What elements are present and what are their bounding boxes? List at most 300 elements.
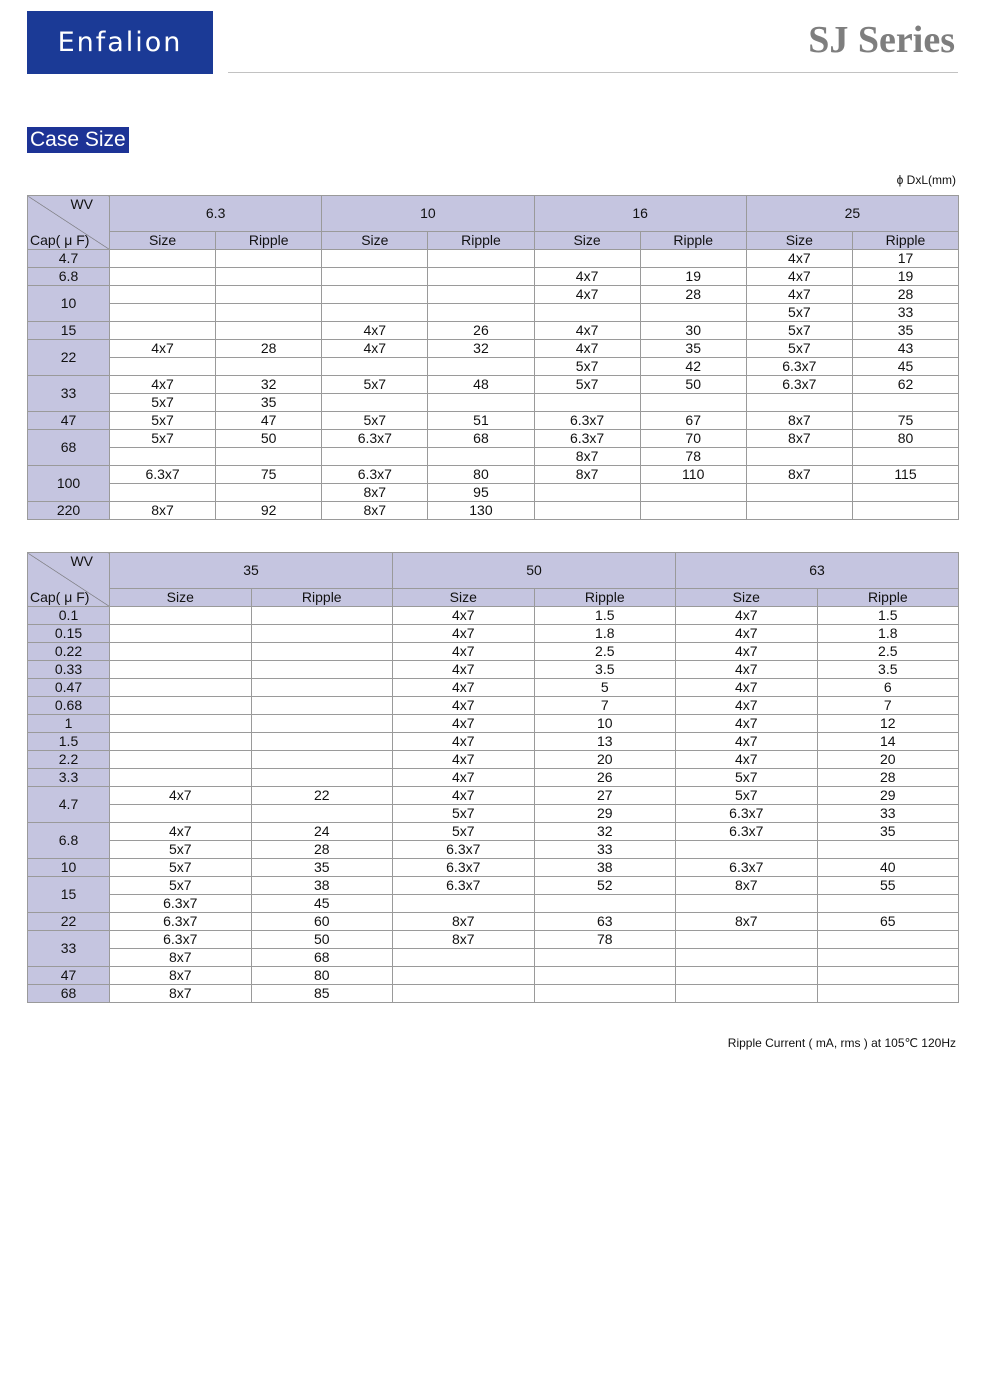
ripple-current-cell: 1.8	[817, 625, 959, 643]
table-row	[28, 715, 959, 733]
case-size-cell: 4x7	[676, 733, 818, 751]
case-size-cell: 6.3x7	[393, 877, 535, 895]
ripple-current-cell: 28	[216, 340, 322, 358]
ripple-current-cell: 20	[817, 751, 959, 769]
ripple-current-cell: 115	[852, 466, 958, 484]
ripple-current-cell	[216, 484, 322, 502]
table-row	[28, 466, 959, 484]
ripple-current-cell: 1.5	[817, 607, 959, 625]
size-ripple-header-row	[28, 589, 959, 607]
ripple-current-cell: 12	[817, 715, 959, 733]
ripple-current-cell	[251, 661, 393, 679]
case-size-cell: 4x7	[393, 787, 535, 805]
case-size-cell: 6.3x7	[110, 931, 252, 949]
ripple-current-cell: 51	[428, 412, 534, 430]
case-size-cell	[676, 949, 818, 967]
ripple-current-cell	[817, 931, 959, 949]
ripple-current-cell: 68	[251, 949, 393, 967]
case-size-cell	[534, 304, 640, 322]
case-size-cell	[110, 322, 216, 340]
ripple-current-cell: 67	[640, 412, 746, 430]
case-size-cell	[534, 502, 640, 520]
table-row	[28, 250, 959, 268]
ripple-current-cell: 75	[852, 412, 958, 430]
unit-note: ϕ DxL(mm)	[896, 173, 956, 187]
case-size-cell: 5x7	[110, 841, 252, 859]
table-row	[28, 661, 959, 679]
ripple-current-cell: 38	[251, 877, 393, 895]
table-row	[28, 877, 959, 895]
capacitance-cell: 47	[28, 412, 110, 430]
case-size-cell: 4x7	[110, 823, 252, 841]
case-size-cell: 4x7	[110, 340, 216, 358]
case-size-cell: 5x7	[110, 877, 252, 895]
case-size-cell	[110, 358, 216, 376]
ripple-current-cell: 1.5	[534, 607, 676, 625]
case-size-cell	[322, 448, 428, 466]
case-size-cell: 8x7	[110, 949, 252, 967]
ripple-current-cell: 55	[817, 877, 959, 895]
ripple-current-cell	[428, 250, 534, 268]
ripple-current-cell	[251, 751, 393, 769]
brand-name: Enfalion	[57, 27, 183, 58]
ripple-current-cell	[216, 304, 322, 322]
case-size-cell: 6.3x7	[534, 430, 640, 448]
case-size-cell	[534, 250, 640, 268]
case-size-cell	[110, 607, 252, 625]
case-size-cell: 4x7	[676, 661, 818, 679]
ripple-current-cell	[817, 985, 959, 1003]
case-size-cell: 5x7	[676, 769, 818, 787]
series-title: SJ Series	[808, 19, 955, 61]
ripple-current-cell: 42	[640, 358, 746, 376]
ripple-current-cell: 80	[852, 430, 958, 448]
wv-cap-corner-cell	[28, 553, 110, 607]
case-size-cell: 4x7	[676, 679, 818, 697]
capacitance-cell: 2.2	[28, 751, 110, 769]
ripple-current-cell	[216, 448, 322, 466]
table-row	[28, 643, 959, 661]
table-row	[28, 304, 959, 322]
case-size-cell: 4x7	[746, 250, 852, 268]
table-row	[28, 697, 959, 715]
case-size-cell: 4x7	[393, 607, 535, 625]
case-size-cell: 4x7	[322, 340, 428, 358]
ripple-current-cell: 33	[852, 304, 958, 322]
wv-label: WV	[70, 196, 93, 212]
ripple-current-cell	[428, 268, 534, 286]
ripple-current-cell: 20	[534, 751, 676, 769]
case-size-cell	[110, 697, 252, 715]
ripple-current-cell: 1.8	[534, 625, 676, 643]
case-size-cell: 8x7	[534, 448, 640, 466]
case-size-cell	[322, 268, 428, 286]
case-size-cell: 4x7	[676, 697, 818, 715]
ripple-column-header: Ripple	[817, 589, 959, 607]
ripple-current-cell	[428, 394, 534, 412]
case-size-cell	[393, 895, 535, 913]
ripple-current-cell: 38	[534, 859, 676, 877]
table-row	[28, 607, 959, 625]
ripple-current-cell: 19	[852, 268, 958, 286]
case-size-cell: 8x7	[393, 913, 535, 931]
table-row	[28, 805, 959, 823]
ripple-current-cell: 95	[428, 484, 534, 502]
ripple-current-cell	[251, 733, 393, 751]
ripple-current-cell	[852, 448, 958, 466]
ripple-current-cell	[640, 484, 746, 502]
capacitance-cell: 0.15	[28, 625, 110, 643]
ripple-current-cell: 68	[428, 430, 534, 448]
ripple-current-cell: 43	[852, 340, 958, 358]
case-size-cell	[393, 949, 535, 967]
case-size-cell	[676, 895, 818, 913]
case-size-cell: 6.3x7	[110, 895, 252, 913]
ripple-current-cell	[251, 697, 393, 715]
ripple-column-header: Ripple	[251, 589, 393, 607]
ripple-current-cell: 3.5	[534, 661, 676, 679]
table-row	[28, 322, 959, 340]
case-size-cell	[393, 985, 535, 1003]
capacitance-cell: 0.33	[28, 661, 110, 679]
ripple-column-header: Ripple	[852, 232, 958, 250]
case-size-cell: 5x7	[746, 304, 852, 322]
case-size-cell: 4x7	[393, 697, 535, 715]
case-size-cell: 4x7	[110, 787, 252, 805]
ripple-current-cell: 35	[852, 322, 958, 340]
voltage-header: 50	[393, 553, 676, 589]
table-row	[28, 967, 959, 985]
table-row	[28, 985, 959, 1003]
case-size-cell: 8x7	[322, 484, 428, 502]
table-row	[28, 376, 959, 394]
ripple-current-cell	[817, 967, 959, 985]
ripple-current-cell	[640, 502, 746, 520]
case-size-cell: 8x7	[110, 967, 252, 985]
voltage-header-row	[28, 196, 959, 232]
case-size-cell	[110, 715, 252, 733]
ripple-current-cell: 24	[251, 823, 393, 841]
ripple-current-cell	[534, 985, 676, 1003]
ripple-current-cell: 26	[428, 322, 534, 340]
case-size-cell: 4x7	[393, 625, 535, 643]
capacitance-cell: 1.5	[28, 733, 110, 751]
case-size-cell	[110, 769, 252, 787]
case-size-cell: 6.3x7	[746, 358, 852, 376]
voltage-header-row	[28, 553, 959, 589]
ripple-current-cell: 28	[852, 286, 958, 304]
case-size-cell	[110, 643, 252, 661]
ripple-current-cell: 50	[216, 430, 322, 448]
case-size-cell: 5x7	[746, 322, 852, 340]
case-size-cell	[393, 967, 535, 985]
ripple-current-cell: 33	[817, 805, 959, 823]
voltage-header: 63	[676, 553, 959, 589]
wv-label: WV	[70, 553, 93, 569]
ripple-current-cell: 32	[428, 340, 534, 358]
capacitance-cell: 220	[28, 502, 110, 520]
case-size-cell: 5x7	[110, 412, 216, 430]
case-size-cell: 4x7	[534, 322, 640, 340]
ripple-current-cell: 80	[428, 466, 534, 484]
ripple-current-cell	[852, 394, 958, 412]
table-row	[28, 358, 959, 376]
ripple-current-cell	[251, 607, 393, 625]
ripple-current-cell: 110	[640, 466, 746, 484]
capacitance-cell: 22	[28, 340, 110, 376]
case-size-cell	[110, 250, 216, 268]
ripple-current-cell	[817, 841, 959, 859]
case-size-cell: 4x7	[676, 643, 818, 661]
capacitance-cell: 0.47	[28, 679, 110, 697]
ripple-current-cell	[640, 304, 746, 322]
ripple-current-cell	[216, 322, 322, 340]
ripple-current-cell: 28	[251, 841, 393, 859]
ripple-current-cell	[251, 769, 393, 787]
ripple-current-cell	[251, 643, 393, 661]
capacitance-cell: 68	[28, 985, 110, 1003]
case-size-cell	[110, 304, 216, 322]
ripple-current-cell: 29	[534, 805, 676, 823]
ripple-current-cell	[216, 358, 322, 376]
ripple-current-cell: 19	[640, 268, 746, 286]
ripple-current-cell: 32	[534, 823, 676, 841]
case-size-cell	[110, 805, 252, 823]
case-size-cell	[746, 448, 852, 466]
case-size-cell: 6.3x7	[322, 466, 428, 484]
case-size-cell	[322, 304, 428, 322]
case-size-cell: 5x7	[322, 412, 428, 430]
case-size-cell: 4x7	[110, 376, 216, 394]
capacitance-cell: 10	[28, 859, 110, 877]
case-size-cell: 5x7	[676, 787, 818, 805]
case-size-cell	[676, 931, 818, 949]
case-size-cell	[746, 484, 852, 502]
ripple-current-cell: 33	[534, 841, 676, 859]
table-row	[28, 823, 959, 841]
case-size-cell	[534, 394, 640, 412]
table-row	[28, 679, 959, 697]
case-size-cell: 4x7	[393, 643, 535, 661]
cap-label: Cap( μ F)	[30, 232, 90, 248]
ripple-current-cell	[216, 286, 322, 304]
table-row	[28, 787, 959, 805]
ripple-current-cell	[817, 949, 959, 967]
ripple-current-cell: 29	[817, 787, 959, 805]
ripple-current-cell: 7	[817, 697, 959, 715]
case-size-cell: 4x7	[534, 340, 640, 358]
case-size-cell: 5x7	[322, 376, 428, 394]
case-size-cell: 4x7	[746, 268, 852, 286]
ripple-current-cell: 35	[817, 823, 959, 841]
voltage-header: 10	[322, 196, 534, 232]
table-row	[28, 448, 959, 466]
case-size-cell: 5x7	[393, 823, 535, 841]
case-size-cell: 6.3x7	[393, 859, 535, 877]
ripple-current-cell: 35	[216, 394, 322, 412]
ripple-current-cell: 17	[852, 250, 958, 268]
case-size-cell: 4x7	[393, 733, 535, 751]
case-size-table-low-voltage	[27, 195, 959, 520]
case-size-cell	[322, 394, 428, 412]
case-size-cell: 6.3x7	[110, 466, 216, 484]
ripple-current-cell: 10	[534, 715, 676, 733]
case-size-cell	[746, 394, 852, 412]
size-column-header: Size	[393, 589, 535, 607]
case-size-cell	[322, 250, 428, 268]
table-row	[28, 625, 959, 643]
case-size-cell: 6.3x7	[534, 412, 640, 430]
ripple-current-footnote: Ripple Current ( mA, rms ) at 105℃ 120Hz	[727, 1036, 956, 1050]
capacitance-cell: 100	[28, 466, 110, 502]
table-row	[28, 895, 959, 913]
case-size-cell: 8x7	[110, 985, 252, 1003]
ripple-current-cell: 63	[534, 913, 676, 931]
case-size-cell: 8x7	[110, 502, 216, 520]
case-size-cell	[676, 841, 818, 859]
ripple-current-cell	[640, 394, 746, 412]
case-size-cell	[322, 286, 428, 304]
case-size-cell: 5x7	[746, 340, 852, 358]
section-title: Case Size	[27, 127, 129, 153]
case-size-cell: 6.3x7	[393, 841, 535, 859]
ripple-current-cell: 70	[640, 430, 746, 448]
ripple-current-cell	[428, 286, 534, 304]
voltage-header: 6.3	[110, 196, 322, 232]
table-row	[28, 268, 959, 286]
capacitance-cell: 4.7	[28, 787, 110, 823]
case-size-cell: 4x7	[676, 607, 818, 625]
table-row	[28, 859, 959, 877]
case-size-cell: 4x7	[393, 679, 535, 697]
size-column-header: Size	[322, 232, 428, 250]
case-size-cell: 6.3x7	[110, 913, 252, 931]
table-row	[28, 769, 959, 787]
size-ripple-header-row	[28, 232, 959, 250]
ripple-current-cell	[428, 448, 534, 466]
ripple-current-cell	[251, 805, 393, 823]
case-size-cell: 5x7	[110, 430, 216, 448]
ripple-column-header: Ripple	[216, 232, 322, 250]
ripple-current-cell: 60	[251, 913, 393, 931]
case-size-cell: 8x7	[746, 430, 852, 448]
case-size-cell: 8x7	[322, 502, 428, 520]
ripple-column-header: Ripple	[640, 232, 746, 250]
capacitance-cell: 15	[28, 877, 110, 913]
case-size-cell: 4x7	[534, 268, 640, 286]
ripple-current-cell: 50	[640, 376, 746, 394]
table-row	[28, 412, 959, 430]
capacitance-cell: 10	[28, 286, 110, 322]
ripple-column-header: Ripple	[428, 232, 534, 250]
ripple-current-cell	[216, 250, 322, 268]
case-size-cell	[110, 751, 252, 769]
case-size-cell: 8x7	[676, 877, 818, 895]
case-size-cell	[676, 985, 818, 1003]
table-row	[28, 949, 959, 967]
ripple-current-cell: 78	[640, 448, 746, 466]
case-size-cell: 5x7	[110, 394, 216, 412]
header-divider	[228, 72, 958, 73]
ripple-current-cell: 13	[534, 733, 676, 751]
ripple-current-cell	[428, 304, 534, 322]
ripple-current-cell: 6	[817, 679, 959, 697]
ripple-current-cell	[251, 625, 393, 643]
table-row	[28, 913, 959, 931]
ripple-current-cell: 14	[817, 733, 959, 751]
ripple-current-cell: 92	[216, 502, 322, 520]
ripple-current-cell: 28	[640, 286, 746, 304]
ripple-current-cell	[852, 502, 958, 520]
ripple-current-cell: 32	[216, 376, 322, 394]
capacitance-cell: 6.8	[28, 268, 110, 286]
wv-cap-corner-cell	[28, 196, 110, 250]
case-size-cell: 4x7	[676, 625, 818, 643]
case-size-cell: 5x7	[110, 859, 252, 877]
voltage-header: 25	[746, 196, 958, 232]
case-size-cell: 5x7	[534, 358, 640, 376]
ripple-current-cell: 40	[817, 859, 959, 877]
size-column-header: Size	[746, 232, 852, 250]
case-size-cell: 6.3x7	[322, 430, 428, 448]
brand-logo	[27, 11, 213, 74]
ripple-current-cell: 7	[534, 697, 676, 715]
ripple-current-cell: 62	[852, 376, 958, 394]
case-size-cell	[110, 448, 216, 466]
case-size-cell: 4x7	[676, 715, 818, 733]
table-row	[28, 394, 959, 412]
case-size-cell: 8x7	[676, 913, 818, 931]
ripple-current-cell: 3.5	[817, 661, 959, 679]
capacitance-cell: 3.3	[28, 769, 110, 787]
case-size-cell: 6.3x7	[676, 805, 818, 823]
table-row	[28, 286, 959, 304]
cap-label: Cap( μ F)	[30, 589, 90, 605]
case-size-cell: 4x7	[393, 751, 535, 769]
ripple-current-cell: 30	[640, 322, 746, 340]
case-size-cell	[110, 268, 216, 286]
case-size-cell	[110, 733, 252, 751]
case-size-cell: 8x7	[746, 412, 852, 430]
case-size-cell: 6.3x7	[746, 376, 852, 394]
ripple-current-cell: 2.5	[817, 643, 959, 661]
case-size-cell	[676, 967, 818, 985]
ripple-current-cell	[534, 895, 676, 913]
ripple-current-cell: 75	[216, 466, 322, 484]
ripple-current-cell: 47	[216, 412, 322, 430]
ripple-current-cell: 5	[534, 679, 676, 697]
voltage-header: 16	[534, 196, 746, 232]
ripple-current-cell: 85	[251, 985, 393, 1003]
case-size-cell	[110, 286, 216, 304]
capacitance-cell: 6.8	[28, 823, 110, 859]
case-size-cell: 4x7	[322, 322, 428, 340]
ripple-current-cell: 28	[817, 769, 959, 787]
ripple-current-cell: 50	[251, 931, 393, 949]
table-row	[28, 841, 959, 859]
ripple-current-cell	[251, 715, 393, 733]
ripple-current-cell: 130	[428, 502, 534, 520]
ripple-current-cell	[216, 268, 322, 286]
table-row	[28, 340, 959, 358]
case-size-cell: 8x7	[746, 466, 852, 484]
table-row	[28, 751, 959, 769]
case-size-cell: 5x7	[393, 805, 535, 823]
case-size-cell	[534, 484, 640, 502]
ripple-current-cell: 35	[640, 340, 746, 358]
table-row	[28, 430, 959, 448]
case-size-cell: 8x7	[534, 466, 640, 484]
